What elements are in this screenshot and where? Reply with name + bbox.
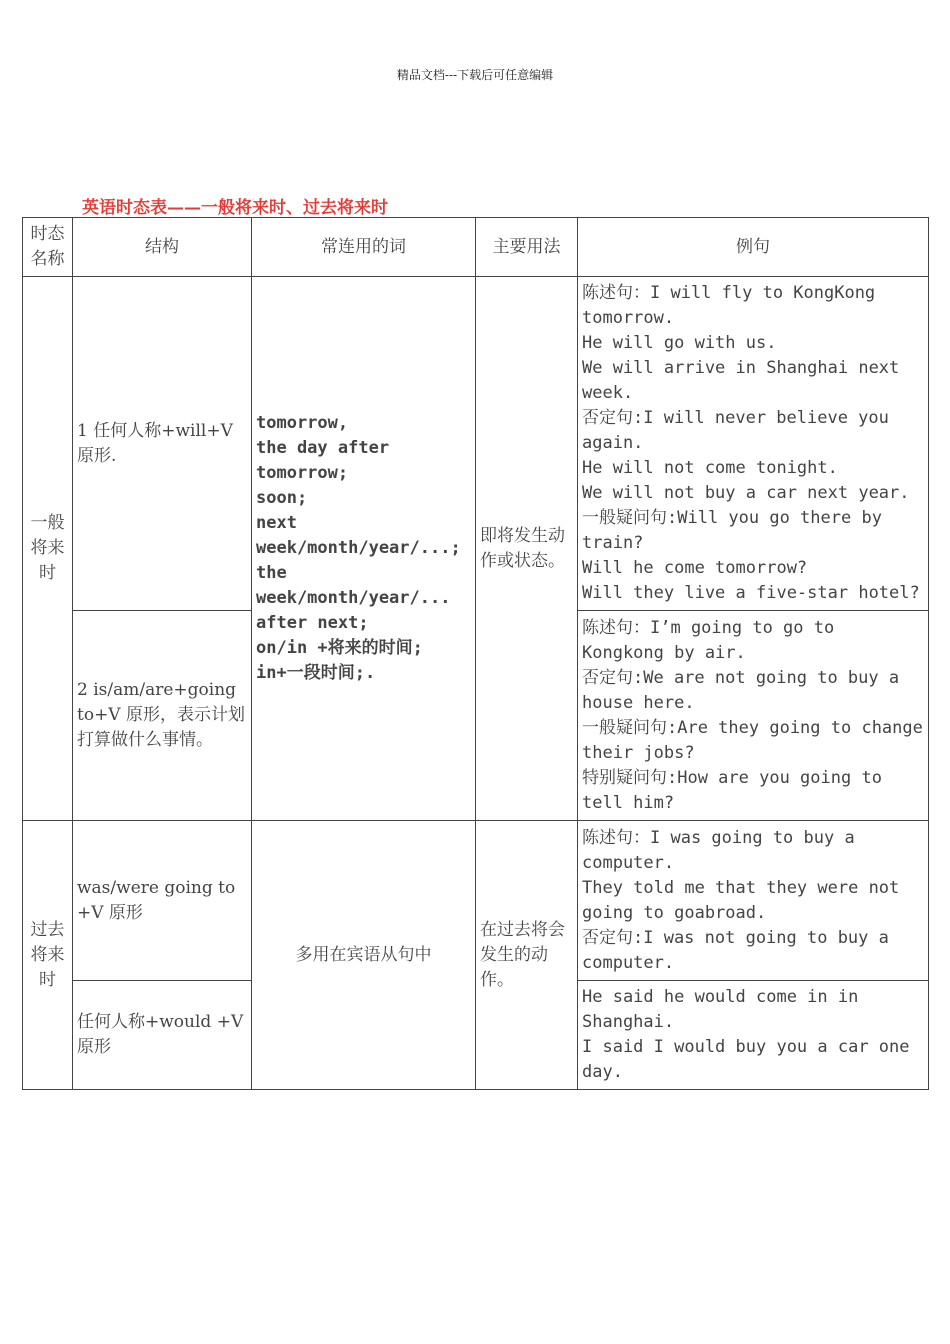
common-words-future <box>252 277 476 821</box>
header-common-words: 常连用的词 <box>252 218 476 277</box>
example-sentence: He said he would come in in Shanghai. <box>582 987 859 1032</box>
page-watermark: 精品文档---下载后可任意编辑 <box>396 68 554 82</box>
usage-future: 即将发生动作或状态。 <box>476 277 578 821</box>
example-sentence: We will not buy a car next year. <box>582 483 910 503</box>
example-sentence: 特别疑问句:How are you going to tell him? <box>582 767 882 813</box>
word-item: after next; <box>256 613 369 633</box>
tense-name-future: 一般将来时 <box>23 277 73 821</box>
word-item: in+一段时间;. <box>256 663 376 683</box>
example-sentence: 否定句:I will never believe you again. <box>582 408 889 453</box>
tense-table <box>22 217 929 1090</box>
header-examples: 例句 <box>578 218 929 277</box>
example-sentence: I said I would buy you a car one day. <box>582 1037 910 1082</box>
table-row-future-1 <box>23 277 929 611</box>
header-structure: 结构 <box>73 218 252 277</box>
tense-name-past-future: 过去将来时 <box>23 821 73 1090</box>
example-sentence: We will arrive in Shanghai next week. <box>582 358 900 403</box>
examples-will <box>578 277 929 611</box>
example-sentence: 陈述句：I was going to buy a computer. <box>582 827 855 873</box>
word-item: the day after tomorrow; <box>256 438 390 483</box>
example-sentence: Will he come tomorrow? <box>582 558 808 578</box>
example-sentence: Will they live a five-star hotel? <box>582 583 920 603</box>
example-sentence: 否定句:I was not going to buy a computer. <box>582 927 889 973</box>
word-item: next week/month/year/...; <box>256 513 461 558</box>
examples-would <box>578 981 929 1090</box>
table-header-row <box>23 218 929 277</box>
example-sentence: He will not come tonight. <box>582 458 838 478</box>
structure-going-to: 2 is/am/are+going to+V 原形，表示计划打算做什么事情。 <box>73 611 252 821</box>
header-tense-name: 时态名称 <box>23 218 73 277</box>
word-item: the week/month/year/... <box>256 563 451 608</box>
example-sentence: 陈述句：I will fly to KongKong tomorrow. <box>582 283 876 328</box>
example-sentence: He will go with us. <box>582 333 777 353</box>
examples-was-going-to <box>578 821 929 981</box>
table-row-past-future-1 <box>23 821 929 981</box>
example-sentence: 陈述句：I’m going to go to Kongkong by air. <box>582 617 835 663</box>
header-usage: 主要用法 <box>476 218 578 277</box>
word-item: soon; <box>256 488 308 508</box>
document-title: 英语时态表——一般将来时、过去将来时 <box>82 198 388 218</box>
common-words-past-future: 多用在宾语从句中 <box>252 821 476 1090</box>
example-sentence: 一般疑问句:Are they going to change their jobs? <box>582 717 923 763</box>
word-item: tomorrow, <box>256 413 349 433</box>
examples-going-to <box>578 611 929 821</box>
usage-past-future: 在过去将会发生的动作。 <box>476 821 578 1090</box>
structure-would: 任何人称+would +V 原形 <box>73 981 252 1090</box>
example-sentence: 否定句:We are not going to buy a house here. <box>582 667 900 713</box>
structure-was-going-to: was/were going to +V 原形 <box>73 821 252 981</box>
structure-will: 1 任何人称+will+V 原形. <box>73 277 252 611</box>
example-sentence: They told me that they were not going to goabroad. <box>582 877 900 923</box>
word-item: on/in +将来的时间; <box>256 638 423 658</box>
example-sentence: 一般疑问句:Will you go there by train? <box>582 508 882 553</box>
